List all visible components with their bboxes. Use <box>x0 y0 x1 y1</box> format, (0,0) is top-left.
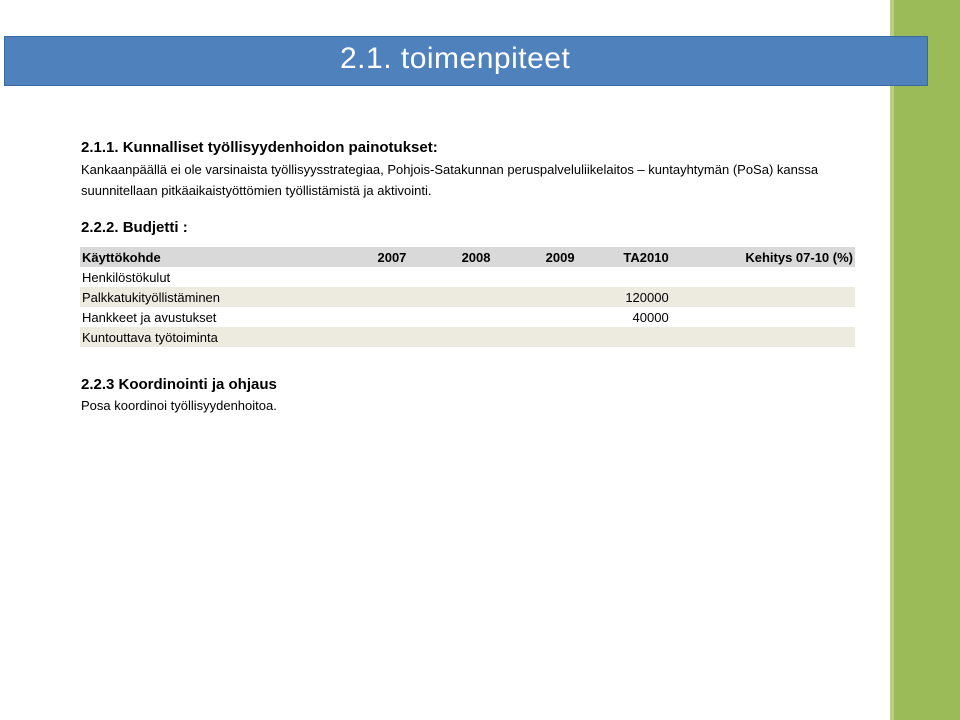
decorative-side-bar <box>890 0 960 720</box>
section-body-kunnalliset: Kankaanpäällä ei ole varsinaista työllisyysstrategiaa, Pohjois-Satakunnan peruspalveluliikelaitos – kuntayhtymän (PoSa) kanssa suunnitellaan pitkäaikaistyöttömien työllistämistä ja aktivointi. <box>81 162 819 198</box>
column-header: 2008 <box>408 247 492 267</box>
table-cell: 120000 <box>577 287 671 307</box>
table-cell: 40000 <box>632 309 669 325</box>
table-cell <box>671 307 855 327</box>
section-heading-koordinointi: 2.2.3 Koordinointi ja ohjaus <box>81 376 277 393</box>
section-heading-kunnalliset: 2.1.1. Kunnalliset työllisyydenhoidon painotukset: <box>81 139 438 156</box>
table-cell <box>493 307 577 327</box>
table-cell: Henkilöstökulut <box>82 269 171 285</box>
table-cell: Hankkeet ja avustukset <box>82 309 217 325</box>
table-row <box>80 287 855 307</box>
budget-table <box>80 247 855 347</box>
table-cell <box>671 267 855 287</box>
column-header: 2009 <box>493 247 577 267</box>
table-row <box>80 267 855 287</box>
table-cell <box>493 267 577 287</box>
table-row <box>80 327 855 347</box>
table-cell <box>408 327 492 347</box>
table-cell: Kuntouttava työtoiminta <box>80 327 324 347</box>
table-header-row <box>80 247 855 267</box>
table-cell <box>408 267 492 287</box>
column-header: 2007 <box>324 247 408 267</box>
slide-title: 2.1. toimenpiteet <box>340 42 571 75</box>
table-cell <box>671 327 855 347</box>
table-cell <box>577 267 671 287</box>
table-cell <box>493 327 577 347</box>
table-cell <box>324 307 408 327</box>
table-cell: Palkkatukityöllistäminen <box>80 287 324 307</box>
table-cell <box>408 287 492 307</box>
table-cell <box>577 327 671 347</box>
section-body-koordinointi: Posa koordinoi työllisyydenhoitoa. <box>81 398 277 413</box>
column-header: Kehitys 07-10 (%) <box>671 247 855 267</box>
table-cell <box>671 287 855 307</box>
column-header: TA2010 <box>577 247 671 267</box>
table-cell <box>324 267 408 287</box>
table-cell <box>408 307 492 327</box>
side-bar-edge <box>890 0 894 720</box>
table-cell <box>324 327 408 347</box>
section-heading-budjetti: 2.2.2. Budjetti : <box>81 219 188 236</box>
table-cell <box>324 287 408 307</box>
table-row <box>80 307 855 327</box>
table-cell <box>493 287 577 307</box>
column-header: Käyttökohde <box>80 247 324 267</box>
